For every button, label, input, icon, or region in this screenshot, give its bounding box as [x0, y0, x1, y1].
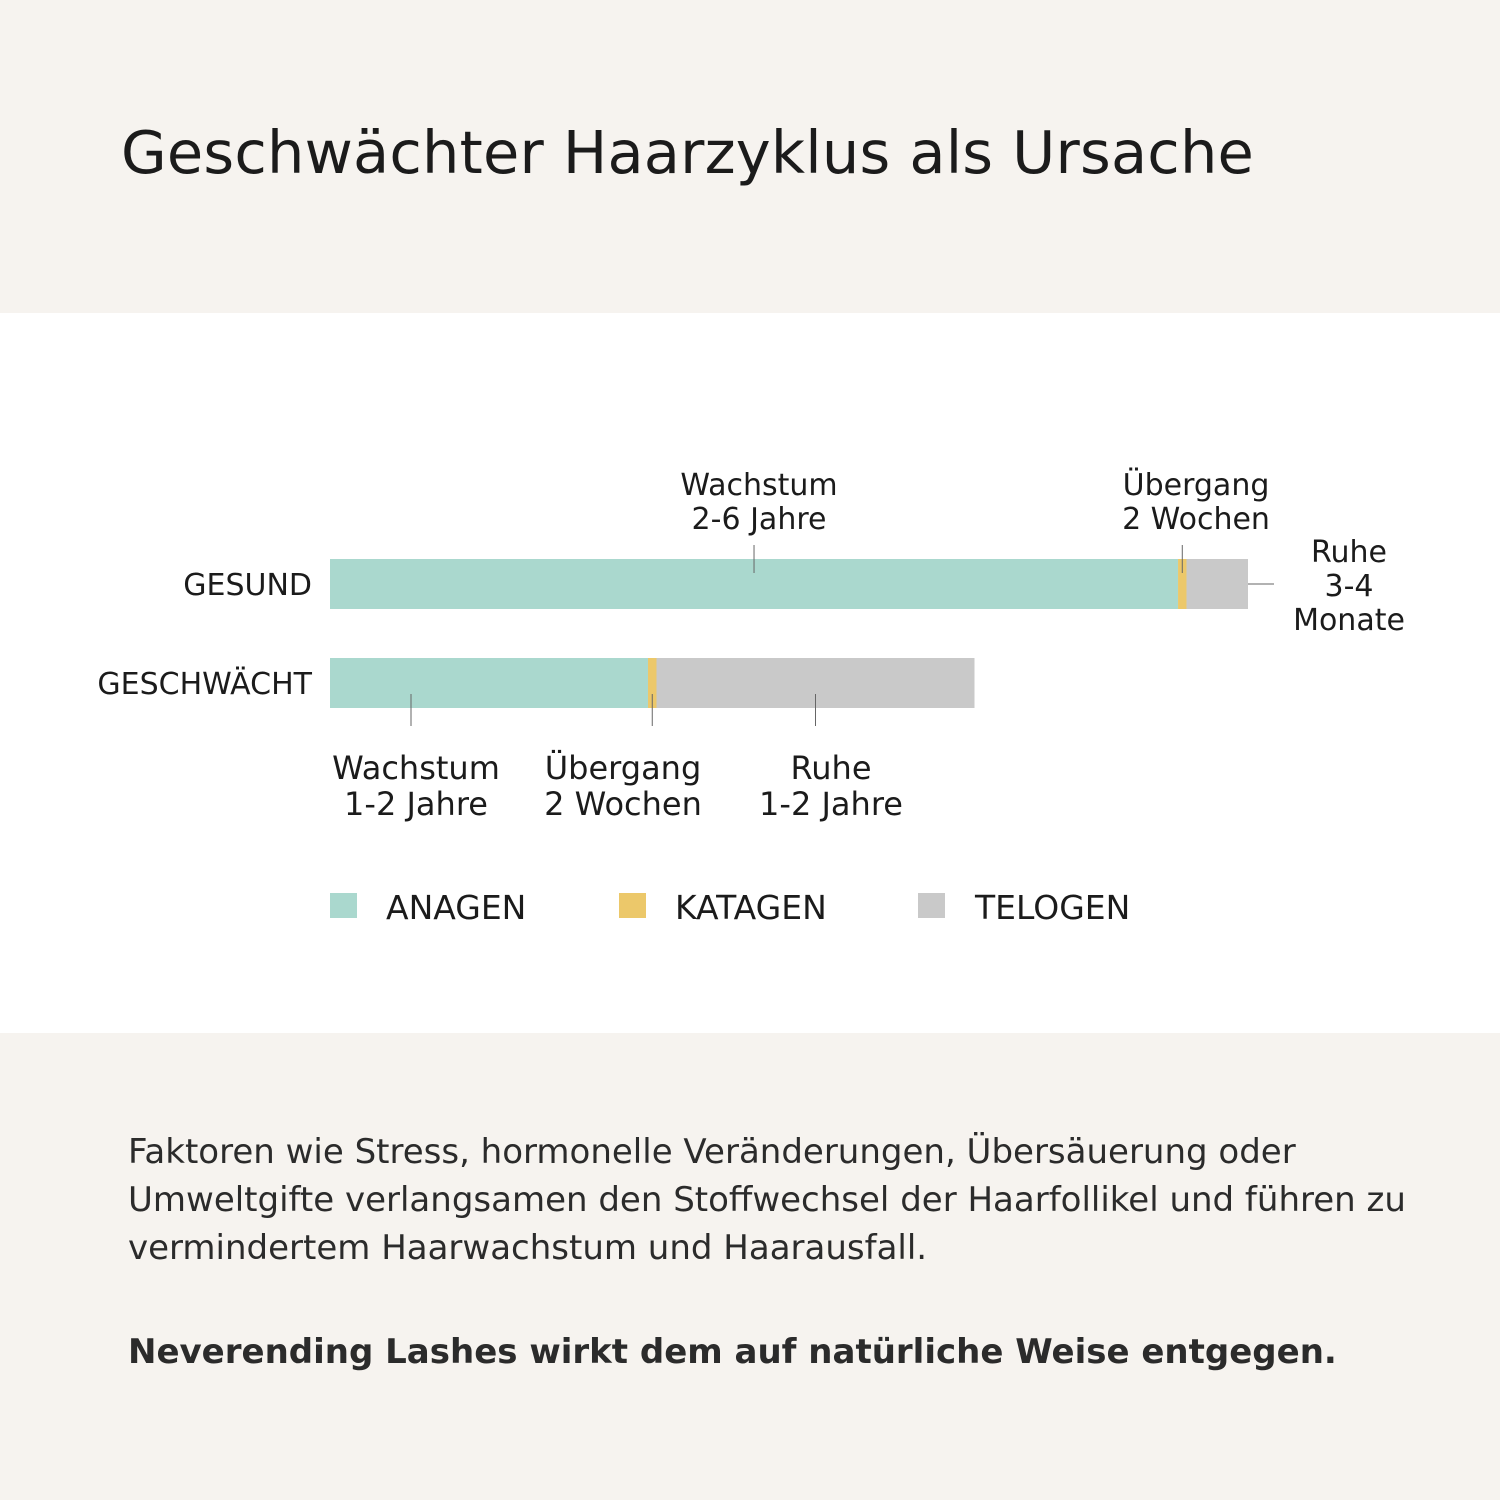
bar-anagen-1 — [330, 658, 648, 708]
legend-swatch-katagen — [619, 893, 646, 918]
legend-label: TELOGEN — [975, 888, 1131, 927]
annotation-label: 2-6 Jahre — [691, 502, 827, 537]
annotation-label: 2 Wochen — [1122, 502, 1270, 537]
annotation-label: 3-4 — [1324, 569, 1374, 604]
annotation-label: Übergang — [544, 749, 702, 787]
annotation-label: Wachstum — [332, 749, 500, 787]
page-title: Geschwächter Haarzyklus als Ursache — [121, 118, 1255, 187]
legend-label: ANAGEN — [386, 888, 527, 927]
legend-swatch-anagen — [330, 893, 357, 918]
chart-section — [0, 313, 1500, 1033]
legend-label: KATAGEN — [675, 888, 827, 927]
category-label: GESCHWÄCHT — [97, 667, 312, 702]
annotation-label: Übergang — [1122, 468, 1270, 503]
claim-text: Neverending Lashes wirkt dem auf natürliche Weise entgegen. — [128, 1332, 1337, 1372]
description-text: Faktoren wie Stress, hormonelle Veränderungen, Übersäuerung oder Umweltgifte verlangsamen den Stoffwechsel der Haarfollikel und führen zu vermindertem Haarwachstum und Haarausfall. — [128, 1132, 1406, 1268]
category-label: GESUND — [183, 568, 312, 603]
annotation-label: Monate — [1293, 603, 1405, 638]
legend-swatch-telogen — [918, 893, 945, 918]
annotation-label: 1-2 Jahre — [759, 785, 903, 823]
hair-cycle-chart — [0, 313, 1500, 1033]
annotation-label: 2 Wochen — [544, 785, 702, 823]
bar-telogen-0 — [1187, 559, 1248, 609]
header-band — [0, 0, 1500, 313]
annotation-label: Wachstum — [680, 468, 838, 503]
annotation-label: Ruhe — [1311, 535, 1387, 570]
annotation-label: Ruhe — [790, 749, 872, 787]
annotation-label: 1-2 Jahre — [344, 785, 488, 823]
